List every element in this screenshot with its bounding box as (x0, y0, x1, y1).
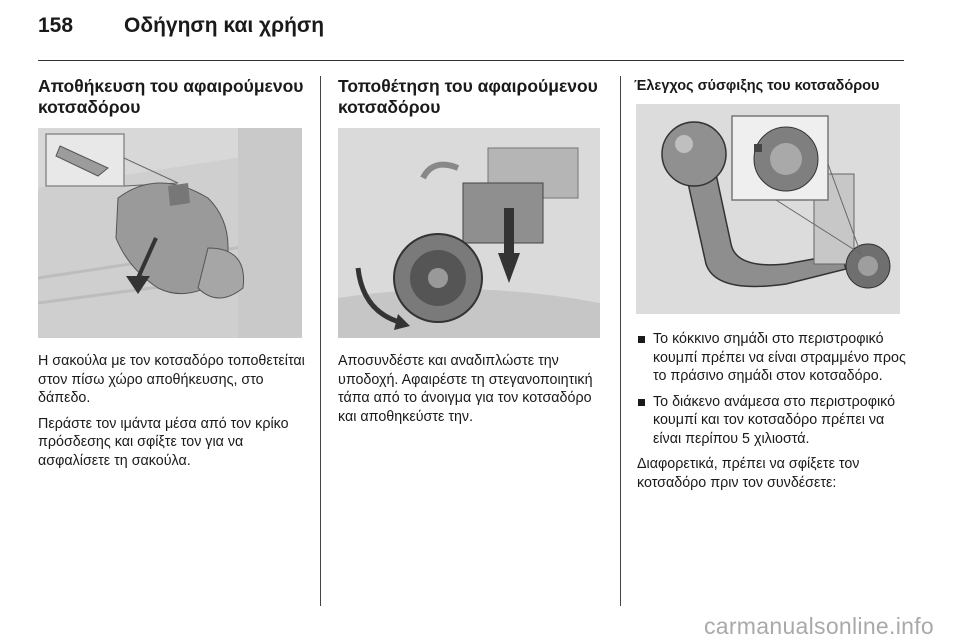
list-item: Το κόκκινο σημάδι στο περιστροφικό κουμπί πρέπει να είναι στραμμένο προς το πράσινο σημάδι στον κοτσαδόρο. (637, 330, 909, 386)
paragraph: Διαφορετικά, πρέπει να σφίξετε τον κοτσαδόρο πριν τον συνδέσετε: (637, 456, 860, 491)
list-item: Το διάκενο ανάμεσα στο περιστροφικό κουμπί και τον κοτσαδόρο πρέπει να είναι περίπου 5 χιλιοστά. (637, 393, 909, 449)
column-divider (320, 76, 321, 606)
paragraph: Περάστε τον ιμάντα μέσα από τον κρίκο πρόσδεσης και σφίξτε τον για να ασφαλίσετε τη σακούλα. (38, 415, 289, 469)
figure-towbar-bag (38, 128, 302, 338)
section-heading: Τοποθέτηση του αφαιρούμενου κοτσαδόρου (338, 76, 598, 117)
paragraph: Η σακούλα με τον κοτσαδόρο τοποθετείται στον πίσω χώρο αποθήκευσης, στο δάπεδο. (38, 353, 305, 406)
page-number: 158 (38, 14, 74, 37)
storage-text (38, 352, 310, 477)
column-fitting (338, 76, 613, 118)
section-heading: Έλεγχος σύσφιξης του κοτσαδόρου (634, 78, 880, 94)
figure-towbar-check (636, 104, 900, 314)
section-heading: Αποθήκευση του αφαιρούμενου κοτσαδόρου (38, 76, 304, 117)
paragraph: Αποσυνδέστε και αναδιπλώστε την υποδοχή. Αφαιρέστε τη στεγανοποιητική τάπα από το άνοιγμα για τον κοτσαδόρο και αποθηκεύστε την. (338, 353, 593, 425)
watermark: carmanualsonline.info (703, 613, 934, 639)
column-divider (620, 76, 621, 606)
page-header (38, 14, 324, 38)
header-rule (38, 60, 904, 61)
fitting-text (338, 352, 606, 433)
check-text (637, 330, 909, 492)
figure-socket-folding (338, 128, 600, 338)
column-check (634, 76, 904, 96)
page-section-title: Οδήγηση και χρήση (124, 14, 325, 37)
column-storage (38, 76, 308, 118)
check-list (637, 330, 909, 448)
